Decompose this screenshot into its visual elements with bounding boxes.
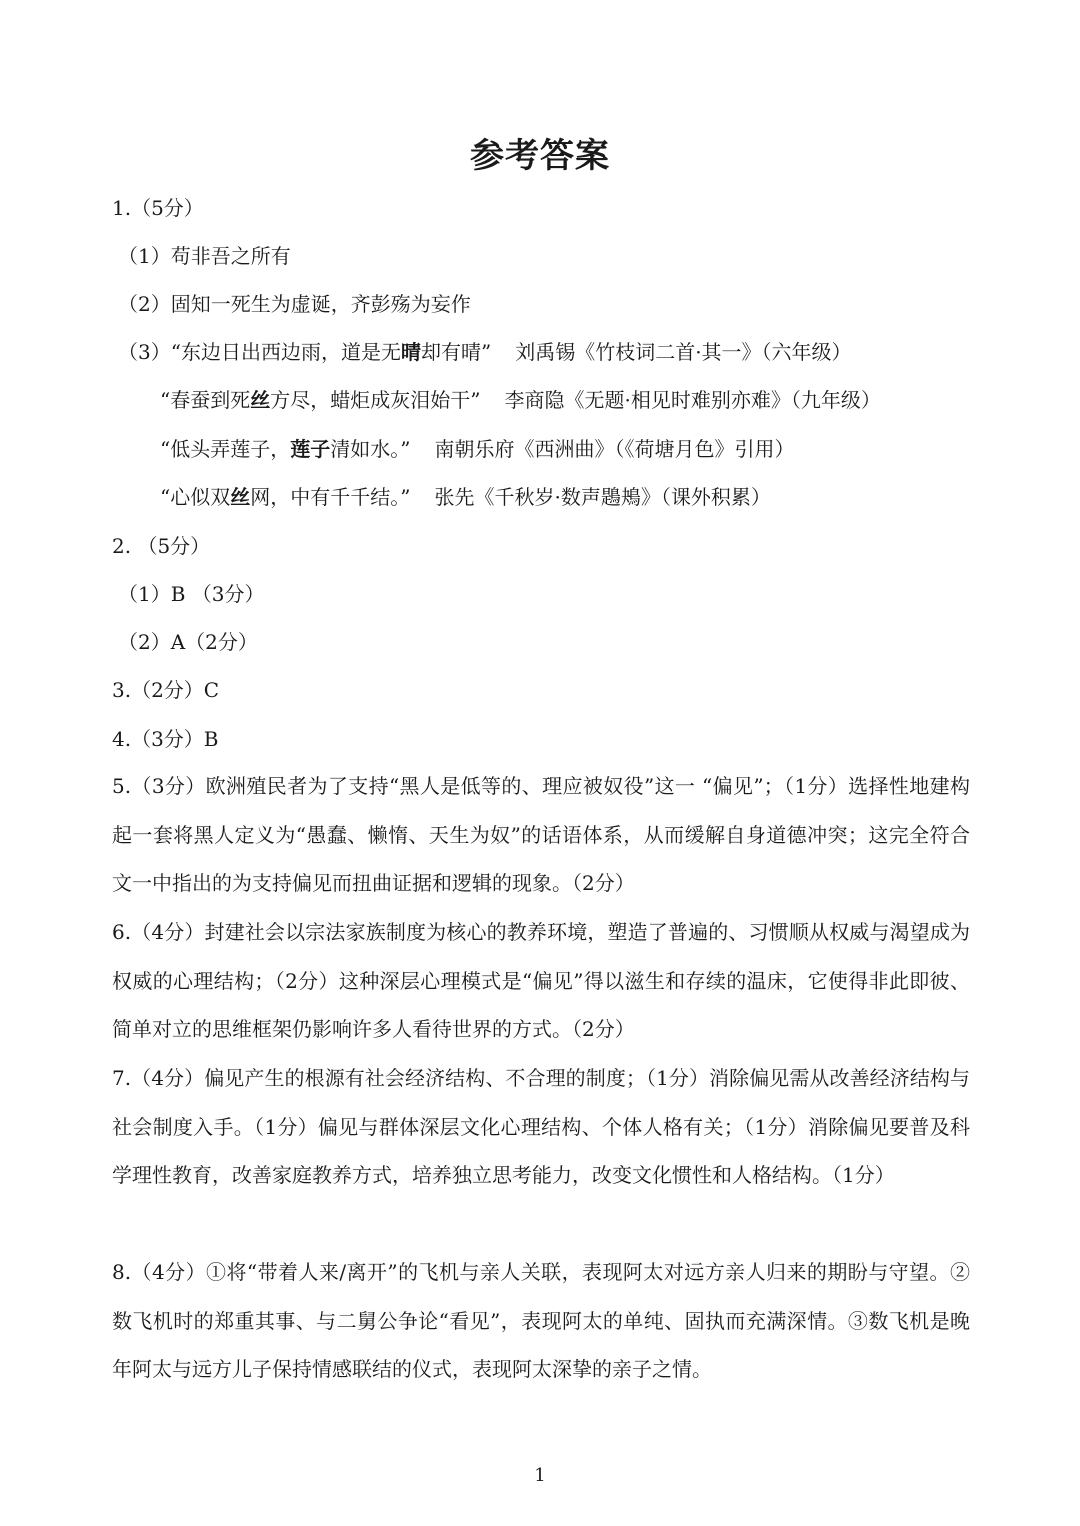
- q1-answer-3-quote-pre: “东边日出西边雨，道是无: [170, 340, 401, 364]
- q1-heading: 1.（5分）: [112, 196, 204, 220]
- q7-answer: 7.（4分）偏见产生的根源有社会经济结构、不合理的制度；（1分）消除偏见需从改善经济结构与社会制度入手。（1分）偏见与群体深层文化心理结构、个体人格有关；（1分）消除偏见要普及科学理性教育，改善家庭教养方式，培养独立思考能力，改变文化惯性和人格结构。（1分）: [112, 1066, 970, 1187]
- page-title: 参考答案: [470, 136, 610, 176]
- q1-answer-3-source: 刘禹锡《竹枝词二首·其一》（六年级）: [515, 340, 852, 364]
- q1-answer-6: [160, 483, 771, 511]
- q1-answer-6-quote-bold: 丝: [230, 485, 251, 509]
- q1-answer-5: [160, 435, 794, 463]
- q5-answer: 5.（3分）欧洲殖民者为了支持“黑人是低等的、理应被奴役”这一 “偏见”；（1分）选择性地建构起一套将黑人定义为“愚蠢、懒惰、天生为奴”的话语体系，从而缓解自身道德冲突；这完全符合文一中指出的为支持偏见而扭曲证据和逻辑的现象。（2分）: [112, 774, 970, 895]
- q1-answer-4-quote-post: 方尽，蜡炬成灰泪始干”: [270, 388, 481, 412]
- q1-answer-5-source: 南朝乐府《西洲曲》（《荷塘月色》引用）: [434, 437, 795, 461]
- q1-answer-4-quote-bold: 丝: [250, 388, 271, 412]
- q1-answer-3-quote-post: 却有晴”: [420, 340, 492, 364]
- q1-answer-3-label: （3）: [118, 340, 171, 364]
- q1-answer-6-source: 张先《千秋岁·数声鶗鴂》（课外积累）: [434, 485, 771, 509]
- page-number: 1: [534, 1465, 546, 1486]
- q2-answer-1: （1）B （3分）: [118, 582, 265, 606]
- q1-answer-5-quote-bold: 莲子: [290, 437, 331, 461]
- q1-answer-4-quote-pre: “春蚕到死: [160, 388, 251, 412]
- q3-answer: 3.（2分）C: [112, 678, 220, 702]
- q2-heading: 2. （5分）: [112, 534, 211, 558]
- q6-answer: 6.（4分）封建社会以宗法家族制度为核心的教养环境，塑造了普遍的、习惯顺从权威与渴望成为权威的心理结构；（2分）这种深层心理模式是“偏见”得以滋生和存续的温床，它使得非此即彼、简单对立的思维框架仍影响许多人看待世界的方式。（2分）: [112, 920, 970, 1041]
- q1-answer-5-quote-pre: “低头弄莲子，: [160, 437, 291, 461]
- q1-answer-4-source: 李商隐《无题·相见时难别亦难》（九年级）: [504, 388, 881, 412]
- q2-answer-2: （2）A（2分）: [118, 630, 258, 654]
- q1-answer-5-quote-post: 清如水。”: [330, 437, 411, 461]
- q1-answer-6-quote-pre: “心似双: [160, 485, 231, 509]
- q4-answer: 4.（3分）B: [112, 727, 219, 751]
- q1-answer-4: [160, 386, 881, 414]
- q1-answer-3-quote-bold: 晴: [400, 340, 421, 364]
- q1-answer-3: [118, 338, 852, 366]
- q1-answer-1: （1）苟非吾之所有: [118, 244, 291, 268]
- q1-answer-2: （2）固知一死生为虚诞，齐彭殇为妄作: [118, 292, 471, 316]
- q1-answer-6-quote-post: 网，中有千千结。”: [250, 485, 411, 509]
- q8-answer: 8.（4分）①将“带着人来/离开”的飞机与亲人关联，表现阿太对远方亲人归来的期盼与守望。②数飞机时的郑重其事、与二舅公争论“看见”，表现阿太的单纯、固执而充满深情。③数飞机是晚年阿太与远方儿子保持情感联结的仪式，表现阿太深挚的亲子之情。: [112, 1260, 970, 1381]
